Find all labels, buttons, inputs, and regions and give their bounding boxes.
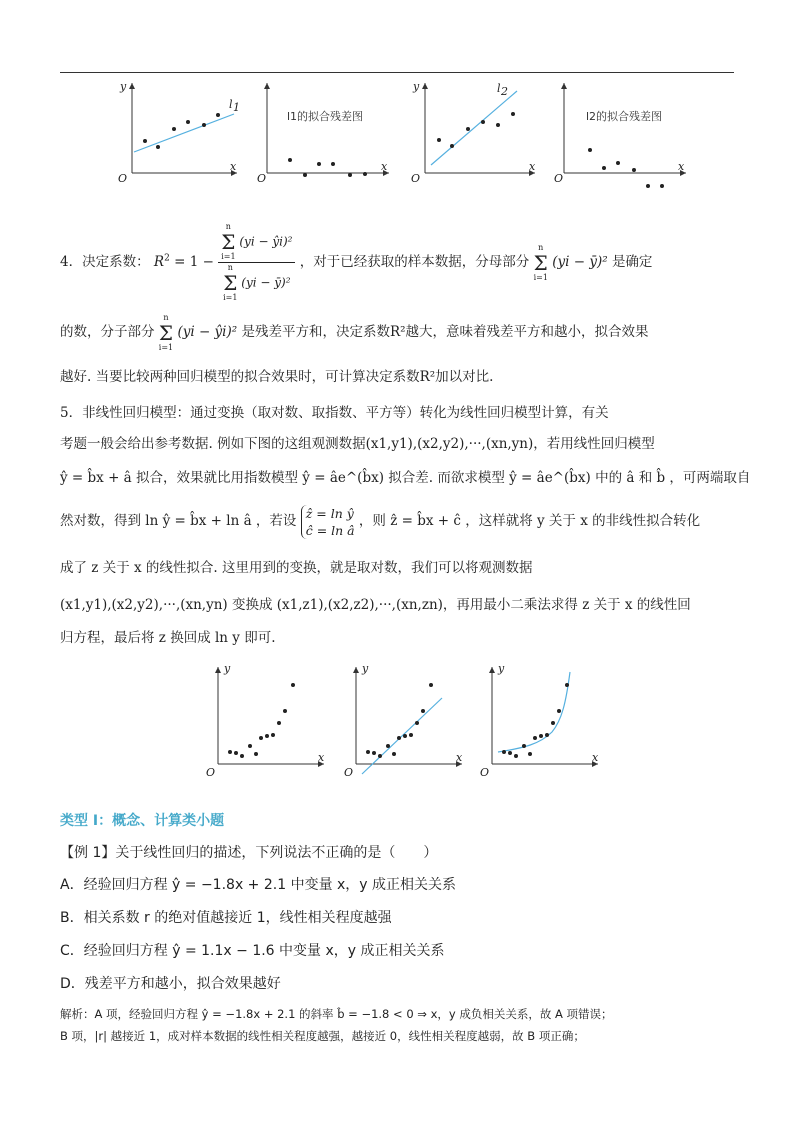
origin-label: O (411, 172, 421, 185)
residual-point (616, 161, 620, 165)
origin-label: O (480, 766, 490, 779)
x-axis-label: x (381, 160, 388, 173)
item5-line6: (x1,y1),(x2,y2),···,(xn,yn) 变换成 (x1,z1),(x2,z2),···,(xn,zn)，再用最小二乘法求得 z 关于 x 的线性回 (60, 597, 691, 613)
residual-plot-title: l1的拟合残差图 (287, 110, 364, 123)
data-point (202, 123, 206, 127)
top-rule (60, 72, 734, 73)
data-point (450, 144, 454, 148)
scatter-plot-l2 (405, 78, 540, 188)
residual-point (303, 173, 307, 177)
item4-prefix: 4．决定系数： (60, 254, 150, 270)
scatter-plot-l1 (112, 78, 242, 188)
x-axis-label: x (678, 160, 685, 173)
item4-line3: 越好. 当要比较两种回归模型的拟合效果时，可计算决定系数R²加以对比. (60, 369, 494, 385)
equals-one-minus: = 1 − (174, 254, 214, 270)
numerator-fragment: (yi − ŷi)² (177, 324, 238, 340)
item4-formula-line: 4．决定系数： $R^2 = 1$ − n Σ i=1 (yi − ŷi)² n Σ i=1 (yi − ȳ)² ，对于已经获取的样本数据，分母部分 n Σ i=1 (yi − ȳ)² 是确定 (60, 222, 653, 302)
residual-point (646, 184, 650, 188)
data-point (511, 112, 515, 116)
residual-point (348, 173, 352, 177)
residual-plot-l2 (552, 78, 692, 188)
origin-label: O (257, 172, 267, 185)
substitution-brace: ẑ = ln ŷ ĉ = ln â (301, 505, 355, 539)
data-point (496, 123, 500, 127)
nonlinear-scatter (200, 662, 330, 780)
y-axis-label: y (362, 662, 369, 675)
data-point (186, 120, 190, 124)
fraction-numerator: (yi − ŷi)² (239, 234, 293, 249)
line-label-l2: l (497, 82, 501, 95)
item5-line4: 然对数，得到 ln ŷ = b̂x + ln â ，若设 ẑ = ln ŷ ĉ = ln â ，则 ẑ = b̂x + ĉ ，这样就将 y 关于 x 的非线性拟合转化 (60, 505, 701, 538)
x-axis-label: x (318, 751, 325, 764)
x-axis-label: x (230, 160, 237, 173)
origin-label: O (344, 766, 354, 779)
r-squared-symbol: R (153, 254, 165, 270)
y-axis-label: y (413, 80, 420, 93)
x-axis-label: x (456, 751, 463, 764)
y-axis-label: y (224, 662, 231, 675)
residual-point (363, 172, 367, 176)
option-a[interactable]: A．经验回归方程 ŷ = −1.8x + 2.1 中变量 x，y 成正相关关系 (60, 877, 457, 893)
option-d[interactable]: D．残差平方和越小，拟合效果越好 (60, 976, 281, 992)
item5-line1: 5．非线性回归模型：通过变换（取对数、取指数、平方等）转化为线性回归模型计算，有关 (60, 405, 609, 421)
residual-point (602, 166, 606, 170)
residual-point (632, 168, 636, 172)
option-b[interactable]: B．相关系数 r 的绝对值越接近 1，线性相关程度越强 (60, 910, 392, 926)
x-axis-label: x (529, 160, 536, 173)
data-point (143, 139, 147, 143)
origin-label: O (206, 766, 216, 779)
section-title: 类型 I：概念、计算类小题 (60, 813, 225, 829)
origin-label: O (554, 172, 564, 185)
item5-line3: ŷ = b̂x + â 拟合，效果就比用指数模型 ŷ = âe^(b̂x) 拟合差. 而欲求模型 ŷ = âe^(b̂x) 中的 â 和 b̂ ，可两端取自 (60, 470, 751, 486)
fraction-denominator: (yi − ȳ)² (241, 275, 291, 290)
item5-line5: 成了 z 关于 x 的线性拟合. 这里用到的变换，就是取对数，我们可以将观测数据 (60, 560, 533, 576)
r2-fraction: n Σ i=1 (yi − ŷi)² n Σ i=1 (yi − ȳ)² (218, 222, 295, 303)
data-point (172, 127, 176, 131)
origin-label: O (118, 172, 128, 185)
nonlinear-linear-fit (338, 662, 468, 780)
residual-plot-l1 (255, 78, 395, 188)
residual-point (660, 184, 664, 188)
line-label-l1: l (229, 98, 233, 111)
nonlinear-exponential-fit (474, 662, 604, 780)
item4-text1: ，对于已经获取的样本数据，分母部分 (299, 254, 530, 270)
residual-point (588, 148, 592, 152)
residual-point (288, 158, 292, 162)
data-point (466, 127, 470, 131)
denominator-fragment: (yi − ȳ)² (552, 254, 608, 270)
y-axis-label: y (120, 80, 127, 93)
analysis-line1: 解析：A 项，经验回归方程 ŷ = −1.8x + 2.1 的斜率 b̂ = −1.8 < 0 ⇒ x，y 成负相关关系，故 A 项错误； (60, 1007, 613, 1021)
data-point (437, 138, 441, 142)
item4-text2: 是确定 (611, 254, 653, 270)
residual-plot-title: l2的拟合残差图 (586, 110, 663, 123)
item4-line2: 的数，分子部分 n Σ i=1 (yi − ŷi)² 是残差平方和，决定系数R²越大，意味着残差平方和越小，拟合效果 (60, 312, 649, 352)
data-point (216, 113, 220, 117)
item5-line2: 考题一般会给出参考数据. 例如下图的这组观测数据(x1,y1),(x2,y2),···,(xn,yn)，若用线性回归模型 (60, 436, 655, 452)
x-axis-label: x (592, 751, 599, 764)
item5-line7: 归方程，最后将 z 换回成 ln y 即可. (60, 630, 276, 646)
data-point (156, 145, 160, 149)
data-point (481, 120, 485, 124)
svg-text:1: 1 (233, 101, 240, 114)
residual-point (317, 162, 321, 166)
residual-point (331, 162, 335, 166)
analysis-line2: B 项，|r| 越接近 1，成对样本数据的线性相关程度越强，越接近 0，线性相关程度越弱，故 B 项正确； (60, 1029, 585, 1043)
example-stem: 【例 1】关于线性回归的描述，下列说法不正确的是（ ） (60, 845, 438, 861)
option-c[interactable]: C．经验回归方程 ŷ = 1.1x − 1.6 中变量 x，y 成正相关关系 (60, 943, 445, 959)
svg-text:2: 2 (501, 85, 508, 98)
y-axis-label: y (498, 662, 505, 675)
